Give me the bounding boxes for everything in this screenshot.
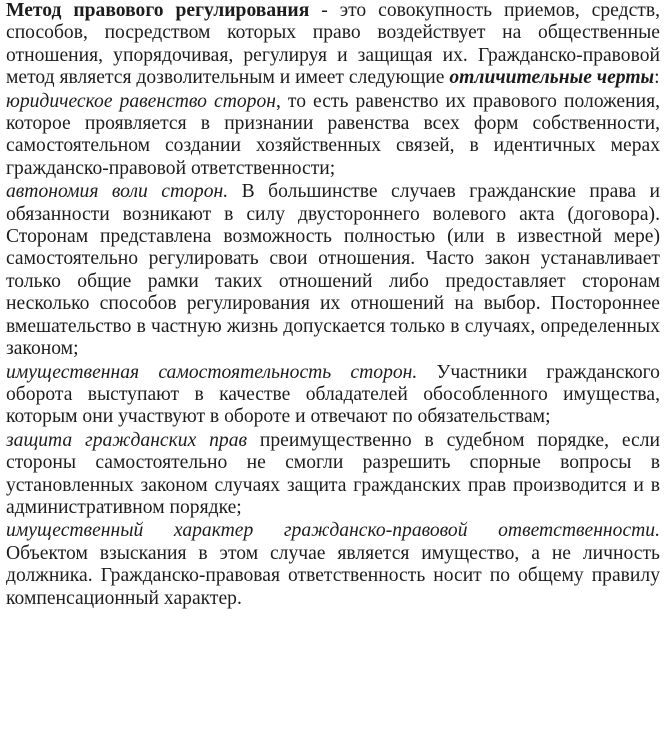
feature-paragraph: [6, 181, 660, 360]
feature-text: , то есть равенство их правового положения, которое проявляется в признании равенства всех форм собственности, самостоятельном создании хозяйственных связей, в идентичных мерах гражданско-правовой ответственности;: [6, 90, 660, 179]
feature-term: юридическое равенство сторон: [6, 90, 276, 112]
feature-text: Участники гражданского оборота выступают в качестве обладателей обособленного имущества, которым они участвуют в обороте и отвечают по обязательствам;: [6, 361, 660, 428]
feature-paragraph: [6, 362, 660, 429]
feature-term: защита гражданских прав: [6, 429, 248, 451]
feature-text: преимущественно в судебном порядке, если стороны самостоятельно не смогли разрешить спорные вопросы в установленных законом случаях защита гражданских прав производится и в административном порядке;: [6, 429, 660, 518]
intro-emphasis: отличительные черты: [449, 67, 655, 89]
feature-term: имущественная самостоятельность сторон.: [6, 361, 418, 383]
feature-term: автономия воли сторон.: [6, 181, 229, 203]
feature-paragraph: [6, 91, 660, 181]
feature-text: Объектом взыскания в этом случае является имущество, а не личность должника. Гражданско-правовая ответственность носит по общему правилу компенсационный характер.: [6, 542, 660, 609]
feature-paragraph: [6, 430, 660, 520]
intro-paragraph: [6, 0, 660, 90]
feature-text: В большинстве случаев гражданские права и обязанности возникают в силу двустороннего волевого акта (договора). Сторонам представлена возможность полностью (или в известной мере) самостоятельно регулировать свои отношения. Часто закон устанавливает только общие рамки таких отношений либо предоставляет сторонам несколько способов регулирования их отношений на выбор. Постороннее вмешательство в частную жизнь допускается только в случаях, определенных законом;: [6, 181, 660, 360]
intro-text-end: :: [654, 67, 660, 89]
feature-term: имущественный характер гражданско-правовой ответственности.: [6, 520, 660, 542]
intro-text: - это совокупность приемов, средств, способов, посредством которых право воздействует на общественные отношения, упорядочивая, регулируя и защищая их. Гражданско-правовой метод является дозволительным и имеет следующие: [6, 0, 660, 89]
feature-paragraph: [6, 520, 660, 610]
intro-term: Метод правового регулирования: [6, 0, 310, 21]
